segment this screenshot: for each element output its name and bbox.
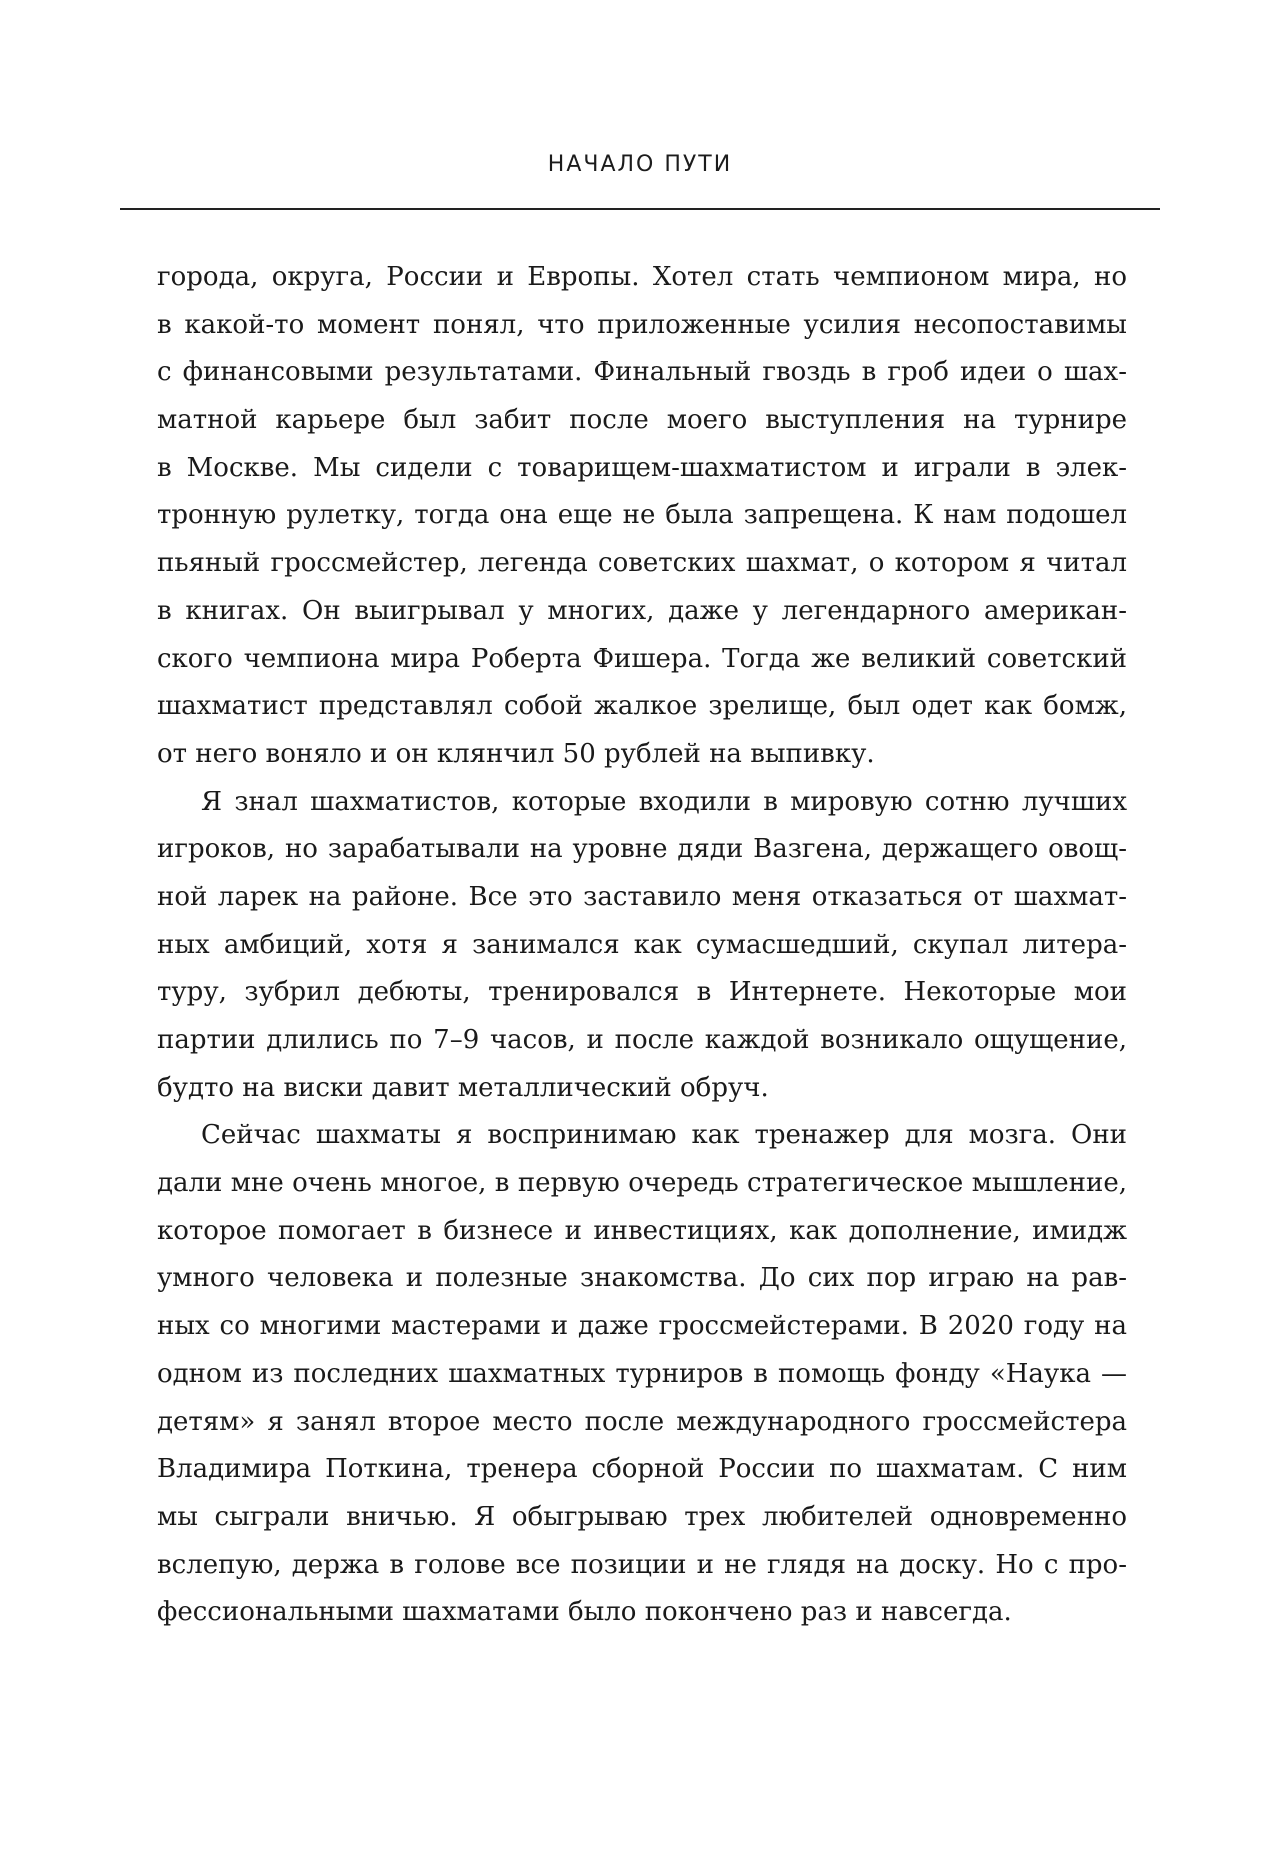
text-line: вслепую, держа в голове все позиции и не глядя на доску. Но с про- — [157, 1549, 1127, 1580]
text-line: мы сыграли вничью. Я обыгрываю трех любителей одновременно — [157, 1501, 1127, 1532]
text-line: с финансовыми результатами. Финальный гвоздь в гроб идеи о шах- — [157, 357, 1127, 388]
paragraph-2 — [157, 779, 1127, 1113]
text-line: в какой-то момент понял, что приложенные усилия несопоставимы — [157, 309, 1127, 340]
text-line: ной ларек на районе. Все это заставило меня отказаться от шахмат- — [157, 881, 1127, 912]
text-line: Сейчас шахматы я воспринимаю как тренажер для мозга. Они — [201, 1120, 1127, 1151]
paragraph-3 — [157, 1112, 1127, 1637]
text-line: в книгах. Он выигрывал у многих, даже у легендарного американ- — [157, 595, 1127, 626]
text-line: тронную рулетку, тогда она еще не была запрещена. К нам подошел — [157, 500, 1127, 531]
text-line: ского чемпиона мира Роберта Фишера. Тогда же великий советский — [157, 643, 1127, 674]
text-line: туру, зубрил дебюты, тренировался в Интернете. Некоторые мои — [157, 977, 1127, 1008]
text-line: города, округа, России и Европы. Хотел стать чемпионом мира, но — [157, 262, 1127, 292]
text-line: пьяный гроссмейстер, легенда советских шахмат, о котором я читал — [157, 548, 1127, 579]
running-header: НАЧАЛО ПУТИ — [547, 152, 733, 177]
text-line: фессиональными шахматами было покончено раз и навсегда. — [157, 1597, 1012, 1628]
body-text — [157, 254, 1127, 1637]
text-line: матной карьере был забит после моего выступления на турнире — [157, 405, 1127, 436]
text-line: умного человека и полезные знакомства. До сих пор играю на рав- — [157, 1263, 1127, 1294]
text-line: игроков, но зарабатывали на уровне дяди Вазгена, держащего овощ- — [157, 834, 1127, 865]
paragraph-1 — [157, 254, 1127, 779]
text-line: детям» я занял второе место после международного гроссмейстера — [157, 1406, 1127, 1437]
text-line: будто на виски давит металлический обруч. — [157, 1072, 769, 1103]
text-line: одном из последних шахматных турниров в помощь фонду «Наука — — [157, 1358, 1127, 1389]
header-rule — [120, 208, 1160, 210]
text-line: которое помогает в бизнесе и инвестициях, как дополнение, имидж — [157, 1215, 1127, 1246]
text-line: в Москве. Мы сидели с товарищем-шахматистом и играли в элек- — [157, 452, 1127, 483]
text-line: шахматист представлял собой жалкое зрелище, был одет как бомж, — [157, 691, 1127, 722]
text-line: Я знал шахматистов, которые входили в мировую сотню лучших — [201, 786, 1127, 817]
text-line: ных со многими мастерами и даже гроссмейстерами. В 2020 году на — [157, 1311, 1127, 1342]
text-line: дали мне очень многое, в первую очередь стратегическое мышление, — [157, 1168, 1127, 1199]
text-line: от него воняло и он клянчил 50 рублей на выпивку. — [157, 738, 875, 769]
text-line: ных амбиций, хотя я занимался как сумасшедший, скупал литера- — [157, 929, 1127, 960]
text-line: партии длились по 7–9 часов, и после каждой возникало ощущение, — [157, 1025, 1127, 1055]
text-line: Владимира Поткина, тренера сборной России по шахматам. С ним — [157, 1454, 1127, 1485]
